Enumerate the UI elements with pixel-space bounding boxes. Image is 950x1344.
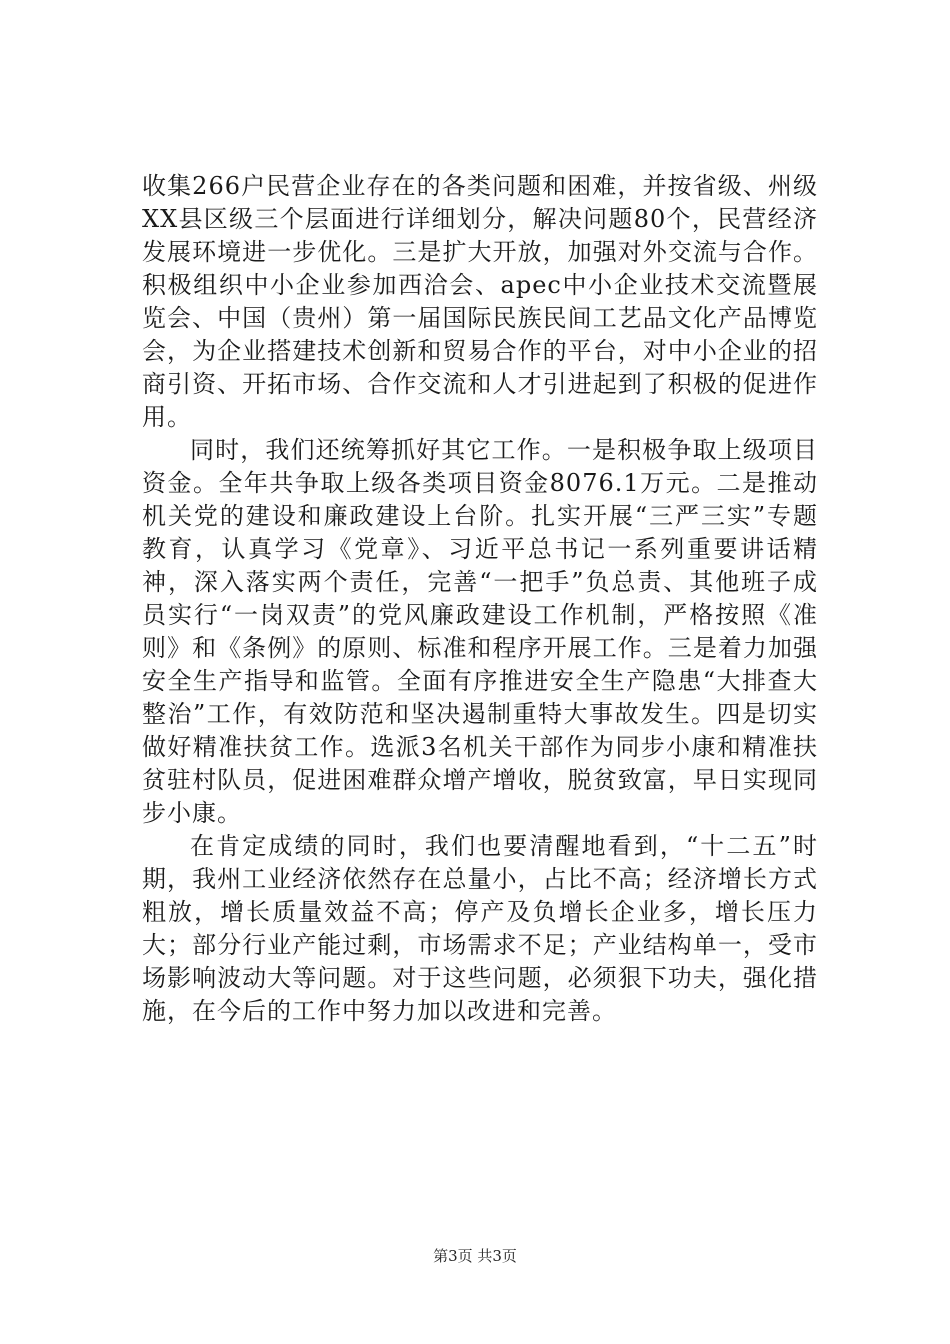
paragraph-continued: 收集266户民营企业存在的各类问题和困难，并按省级、州级XX县区级三个层面进行详细划分，解决问题80个，民营经济发展环境进一步优化。三是扩大开放，加强对外交流与合作。积极组织中小企业参加西洽会、apec中小企业技术交流暨展览会、中国（贵州）第一届国际民族民间工艺品文化产品博览会，为企业搭建技术创新和贸易合作的平台，对中小企业的招商引资、开拓市场、合作交流和人才引进起到了积极的促进作用。 (142, 172, 818, 431)
page-footer: 第3页 共3页 (433, 1247, 517, 1265)
paragraph-problems: 在肯定成绩的同时，我们也要清醒地看到，“十二五”时期，我州工业经济依然存在总量小，占比不高；经济增长方式粗放，增长质量效益不高；停产及负增长企业多，增长压力大；部分行业产能过剩，市场需求不足；产业结构单一，受市场影响波动大等问题。对于这些问题，必须狠下功夫，强化措施，在今后的工作中努力加以改进和完善。 (142, 832, 818, 1025)
paragraph-other-work: 同时，我们还统筹抓好其它工作。一是积极争取上级项目资金。全年共争取上级各类项目资金8076.1万元。二是推动机关党的建设和廉政建设上台阶。扎实开展“三严三实”专题教育，认真学习《党章》、习近平总书记一系列重要讲话精神，深入落实两个责任，完善“一把手”负总责、其他班子成员实行“一岗双责”的党风廉政建设工作机制，严格按照《准则》和《条例》的原则、标准和程序开展工作。三是着力加强安全生产指导和监管。全面有序推进安全生产隐患“大排查大整治”工作，有效防范和坚决遏制重特大事故发生。四是切实做好精准扶贫工作。选派3名机关干部作为同步小康和精准扶贫驻村队员，促进困难群众增产增收，脱贫致富，早日实现同步小康。 (142, 436, 818, 827)
document-body (142, 170, 818, 1028)
